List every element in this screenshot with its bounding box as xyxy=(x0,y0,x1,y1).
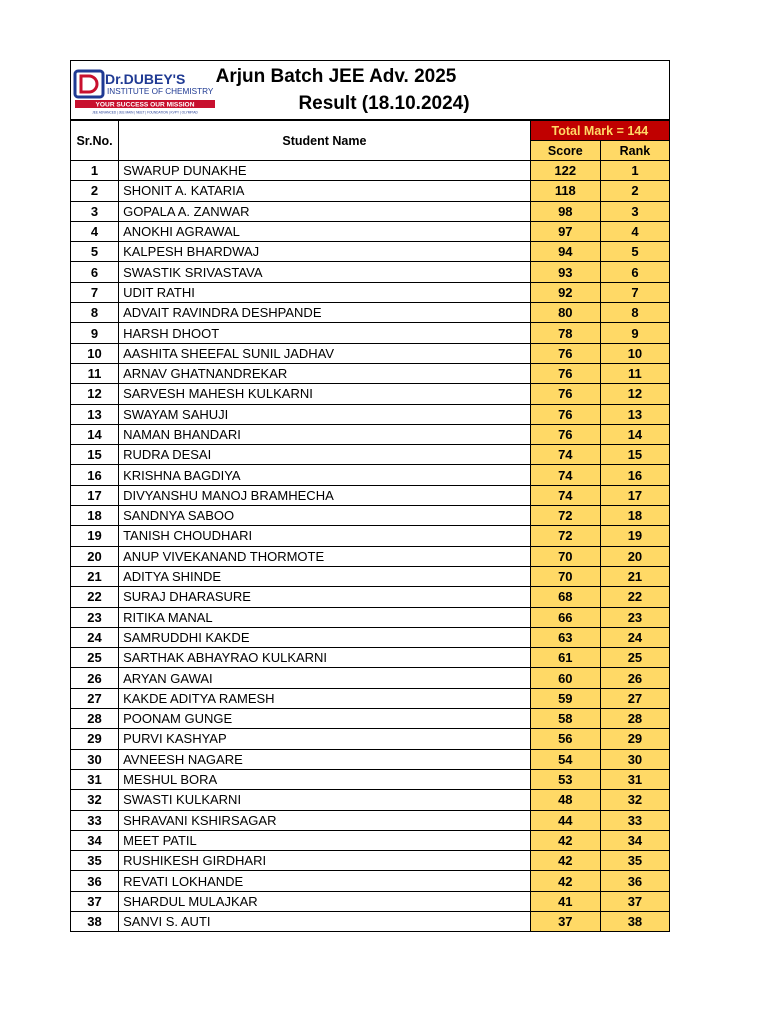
table-row xyxy=(71,607,670,627)
row-sr-no: 13 xyxy=(71,404,119,424)
row-student-name: REVATI LOKHANDE xyxy=(119,871,531,891)
row-score: 72 xyxy=(530,506,600,526)
row-score: 44 xyxy=(530,810,600,830)
row-sr-no: 38 xyxy=(71,911,119,931)
row-score: 42 xyxy=(530,851,600,871)
logo-institute: INSTITUTE OF CHEMISTRY xyxy=(107,87,214,96)
row-rank: 19 xyxy=(600,526,669,546)
sheet-title: Arjun Batch JEE Adv. 2025 xyxy=(215,66,457,87)
row-rank: 28 xyxy=(600,709,669,729)
row-student-name: SANVI S. AUTI xyxy=(119,911,531,931)
table-row xyxy=(71,384,670,404)
table-row xyxy=(71,709,670,729)
table-row xyxy=(71,911,670,931)
row-score: 58 xyxy=(530,709,600,729)
row-sr-no: 30 xyxy=(71,749,119,769)
row-rank: 16 xyxy=(600,465,669,485)
row-score: 56 xyxy=(530,729,600,749)
row-sr-no: 16 xyxy=(71,465,119,485)
row-rank: 36 xyxy=(600,871,669,891)
row-student-name: ARNAV GHATNANDREKAR xyxy=(119,363,531,383)
row-student-name: ADITYA SHINDE xyxy=(119,566,531,586)
row-sr-no: 33 xyxy=(71,810,119,830)
row-student-name: SHARDUL MULAJKAR xyxy=(119,891,531,911)
row-score: 63 xyxy=(530,627,600,647)
header-rank: Rank xyxy=(600,141,669,161)
row-student-name: RUDRA DESAI xyxy=(119,445,531,465)
row-rank: 3 xyxy=(600,201,669,221)
row-rank: 1 xyxy=(600,161,669,181)
row-rank: 6 xyxy=(600,262,669,282)
row-sr-no: 1 xyxy=(71,161,119,181)
row-sr-no: 5 xyxy=(71,242,119,262)
row-student-name: MESHUL BORA xyxy=(119,769,531,789)
table-row xyxy=(71,830,670,850)
row-rank: 11 xyxy=(600,363,669,383)
table-row xyxy=(71,627,670,647)
row-sr-no: 20 xyxy=(71,546,119,566)
row-score: 98 xyxy=(530,201,600,221)
row-student-name: ANUP VIVEKANAND THORMOTE xyxy=(119,546,531,566)
table-row xyxy=(71,871,670,891)
row-score: 72 xyxy=(530,526,600,546)
row-score: 92 xyxy=(530,282,600,302)
row-score: 53 xyxy=(530,769,600,789)
row-score: 118 xyxy=(530,181,600,201)
row-sr-no: 26 xyxy=(71,668,119,688)
logo-tagline: YOUR SUCCESS OUR MISSION xyxy=(95,101,195,109)
header-score: Score xyxy=(530,141,600,161)
row-sr-no: 2 xyxy=(71,181,119,201)
row-rank: 23 xyxy=(600,607,669,627)
row-rank: 14 xyxy=(600,424,669,444)
result-sheet xyxy=(70,60,670,932)
table-row xyxy=(71,262,670,282)
row-rank: 10 xyxy=(600,343,669,363)
table-row xyxy=(71,566,670,586)
row-score: 42 xyxy=(530,871,600,891)
row-rank: 8 xyxy=(600,303,669,323)
row-score: 42 xyxy=(530,830,600,850)
sheet-header xyxy=(70,60,670,120)
table-row xyxy=(71,648,670,668)
header-student-name: Student Name xyxy=(119,121,531,161)
row-rank: 7 xyxy=(600,282,669,302)
row-student-name: HARSH DHOOT xyxy=(119,323,531,343)
row-sr-no: 31 xyxy=(71,769,119,789)
header-sr-no: Sr.No. xyxy=(71,121,119,161)
row-student-name: TANISH CHOUDHARI xyxy=(119,526,531,546)
row-sr-no: 19 xyxy=(71,526,119,546)
table-row xyxy=(71,668,670,688)
table-row xyxy=(71,891,670,911)
row-rank: 32 xyxy=(600,790,669,810)
row-score: 66 xyxy=(530,607,600,627)
row-rank: 26 xyxy=(600,668,669,688)
row-sr-no: 4 xyxy=(71,221,119,241)
row-sr-no: 6 xyxy=(71,262,119,282)
table-row xyxy=(71,790,670,810)
row-sr-no: 11 xyxy=(71,363,119,383)
result-table xyxy=(70,120,670,932)
row-rank: 17 xyxy=(600,485,669,505)
logo-brand: Dr.DUBEY'S xyxy=(105,71,186,87)
row-score: 76 xyxy=(530,404,600,424)
table-row xyxy=(71,749,670,769)
row-rank: 12 xyxy=(600,384,669,404)
row-student-name: GOPALA A. ZANWAR xyxy=(119,201,531,221)
row-student-name: POONAM GUNGE xyxy=(119,709,531,729)
table-row xyxy=(71,729,670,749)
sheet-subtitle: Result (18.10.2024) xyxy=(298,93,470,114)
table-row xyxy=(71,851,670,871)
row-student-name: AASHITA SHEEFAL SUNIL JADHAV xyxy=(119,343,531,363)
row-student-name: SWASTI KULKARNI xyxy=(119,790,531,810)
row-score: 41 xyxy=(530,891,600,911)
table-row xyxy=(71,282,670,302)
row-student-name: SURAJ DHARASURE xyxy=(119,587,531,607)
row-score: 59 xyxy=(530,688,600,708)
row-student-name: SWARUP DUNAKHE xyxy=(119,161,531,181)
row-sr-no: 7 xyxy=(71,282,119,302)
row-sr-no: 18 xyxy=(71,506,119,526)
row-score: 122 xyxy=(530,161,600,181)
row-sr-no: 21 xyxy=(71,566,119,586)
row-score: 97 xyxy=(530,221,600,241)
row-sr-no: 34 xyxy=(71,830,119,850)
row-score: 54 xyxy=(530,749,600,769)
row-rank: 18 xyxy=(600,506,669,526)
row-rank: 21 xyxy=(600,566,669,586)
row-score: 61 xyxy=(530,648,600,668)
row-score: 93 xyxy=(530,262,600,282)
row-sr-no: 8 xyxy=(71,303,119,323)
row-sr-no: 17 xyxy=(71,485,119,505)
row-student-name: SARVESH MAHESH KULKARNI xyxy=(119,384,531,404)
row-student-name: KALPESH BHARDWAJ xyxy=(119,242,531,262)
table-row xyxy=(71,506,670,526)
row-sr-no: 9 xyxy=(71,323,119,343)
table-row xyxy=(71,546,670,566)
row-student-name: ADVAIT RAVINDRA DESHPANDE xyxy=(119,303,531,323)
row-student-name: SANDNYA SABOO xyxy=(119,506,531,526)
row-rank: 22 xyxy=(600,587,669,607)
row-rank: 31 xyxy=(600,769,669,789)
row-student-name: SHONIT A. KATARIA xyxy=(119,181,531,201)
row-rank: 38 xyxy=(600,911,669,931)
row-sr-no: 36 xyxy=(71,871,119,891)
row-score: 76 xyxy=(530,424,600,444)
row-sr-no: 14 xyxy=(71,424,119,444)
row-student-name: KAKDE ADITYA RAMESH xyxy=(119,688,531,708)
row-score: 74 xyxy=(530,445,600,465)
row-sr-no: 29 xyxy=(71,729,119,749)
table-row xyxy=(71,201,670,221)
row-student-name: KRISHNA BAGDIYA xyxy=(119,465,531,485)
row-sr-no: 10 xyxy=(71,343,119,363)
row-sr-no: 35 xyxy=(71,851,119,871)
row-student-name: DIVYANSHU MANOJ BRAMHECHA xyxy=(119,485,531,505)
row-student-name: SARTHAK ABHAYRAO KULKARNI xyxy=(119,648,531,668)
row-rank: 5 xyxy=(600,242,669,262)
row-rank: 13 xyxy=(600,404,669,424)
table-row xyxy=(71,303,670,323)
row-score: 76 xyxy=(530,363,600,383)
table-row xyxy=(71,810,670,830)
row-score: 76 xyxy=(530,384,600,404)
table-row xyxy=(71,221,670,241)
row-score: 68 xyxy=(530,587,600,607)
logo-courses: JEE ADVANCED | JEE MAIN | NEET | FOUNDATION | KVPY | OLYMPIAD xyxy=(92,110,198,115)
row-score: 74 xyxy=(530,485,600,505)
table-row xyxy=(71,445,670,465)
row-sr-no: 32 xyxy=(71,790,119,810)
row-sr-no: 27 xyxy=(71,688,119,708)
row-sr-no: 37 xyxy=(71,891,119,911)
row-rank: 15 xyxy=(600,445,669,465)
table-row xyxy=(71,424,670,444)
row-score: 76 xyxy=(530,343,600,363)
table-row xyxy=(71,323,670,343)
row-sr-no: 22 xyxy=(71,587,119,607)
row-sr-no: 28 xyxy=(71,709,119,729)
table-row xyxy=(71,363,670,383)
table-row xyxy=(71,181,670,201)
table-row xyxy=(71,161,670,181)
row-sr-no: 25 xyxy=(71,648,119,668)
row-score: 94 xyxy=(530,242,600,262)
row-student-name: NAMAN BHANDARI xyxy=(119,424,531,444)
row-score: 70 xyxy=(530,546,600,566)
row-sr-no: 23 xyxy=(71,607,119,627)
row-score: 78 xyxy=(530,323,600,343)
row-student-name: ARYAN GAWAI xyxy=(119,668,531,688)
row-rank: 33 xyxy=(600,810,669,830)
row-sr-no: 3 xyxy=(71,201,119,221)
row-student-name: PURVI KASHYAP xyxy=(119,729,531,749)
row-rank: 30 xyxy=(600,749,669,769)
row-rank: 4 xyxy=(600,221,669,241)
table-row xyxy=(71,587,670,607)
row-rank: 29 xyxy=(600,729,669,749)
row-score: 80 xyxy=(530,303,600,323)
row-student-name: AVNEESH NAGARE xyxy=(119,749,531,769)
row-score: 48 xyxy=(530,790,600,810)
table-row xyxy=(71,769,670,789)
row-score: 37 xyxy=(530,911,600,931)
table-row xyxy=(71,688,670,708)
table-row xyxy=(71,485,670,505)
row-sr-no: 15 xyxy=(71,445,119,465)
row-student-name: UDIT RATHI xyxy=(119,282,531,302)
row-student-name: ANOKHI AGRAWAL xyxy=(119,221,531,241)
row-student-name: SWASTIK SRIVASTAVA xyxy=(119,262,531,282)
row-rank: 20 xyxy=(600,546,669,566)
row-student-name: RITIKA MANAL xyxy=(119,607,531,627)
row-student-name: SAMRUDDHI KAKDE xyxy=(119,627,531,647)
row-student-name: RUSHIKESH GIRDHARI xyxy=(119,851,531,871)
row-sr-no: 12 xyxy=(71,384,119,404)
row-score: 74 xyxy=(530,465,600,485)
header-total-mark: Total Mark = 144 xyxy=(530,121,669,141)
row-student-name: SWAYAM SAHUJI xyxy=(119,404,531,424)
table-row xyxy=(71,526,670,546)
row-student-name: MEET PATIL xyxy=(119,830,531,850)
table-row xyxy=(71,343,670,363)
row-student-name: SHRAVANI KSHIRSAGAR xyxy=(119,810,531,830)
row-rank: 37 xyxy=(600,891,669,911)
table-row xyxy=(71,404,670,424)
row-rank: 27 xyxy=(600,688,669,708)
row-rank: 24 xyxy=(600,627,669,647)
result-rows xyxy=(71,161,670,932)
row-score: 70 xyxy=(530,566,600,586)
table-row xyxy=(71,465,670,485)
row-rank: 35 xyxy=(600,851,669,871)
row-rank: 25 xyxy=(600,648,669,668)
row-rank: 34 xyxy=(600,830,669,850)
table-row xyxy=(71,242,670,262)
row-score: 60 xyxy=(530,668,600,688)
row-rank: 9 xyxy=(600,323,669,343)
row-sr-no: 24 xyxy=(71,627,119,647)
row-rank: 2 xyxy=(600,181,669,201)
